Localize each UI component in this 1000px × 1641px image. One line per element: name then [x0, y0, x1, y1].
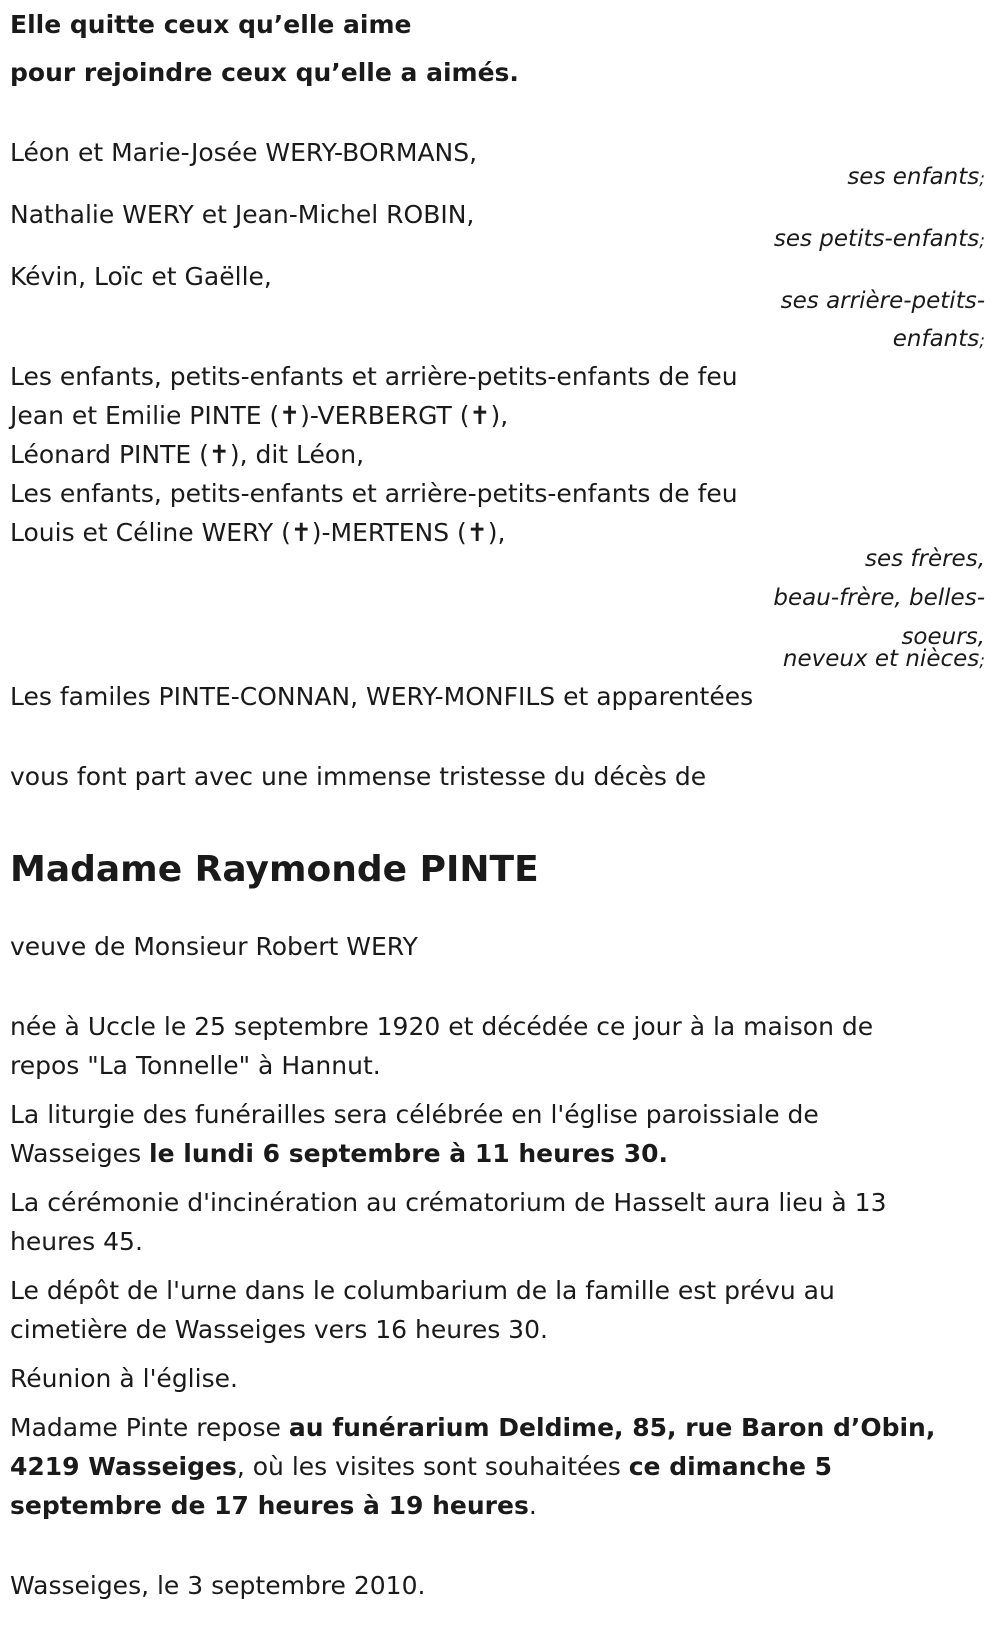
families-line: Les familes PINTE-CONNAN, WERY-MONFILS et apparentées	[10, 682, 754, 711]
relatives-line-3: Léonard PINTE (✝), dit Léon,	[10, 440, 365, 469]
announcement: vous font part avec une immense tristesse du décès de	[10, 762, 707, 791]
closing-line: Wasseiges, le 3 septembre 2010.	[10, 1571, 426, 1600]
spouse-line: veuve de Monsieur Robert WERY	[10, 932, 418, 961]
relatives-line-2: Jean et Emilie PINTE (✝)-VERBERGT (✝),	[10, 401, 509, 430]
epitaph-line-2: pour rejoindre ceux qu’elle a aimés.	[10, 58, 519, 87]
liturgy-line-1: La liturgie des funérailles sera célébrée en l'église paroissiale de	[10, 1100, 819, 1129]
urn-line-2: cimetière de Wasseiges vers 16 heures 30.	[10, 1315, 548, 1344]
meeting-line: Réunion à l'église.	[10, 1364, 238, 1393]
relatives-label-1: ses frères,	[864, 546, 985, 572]
grandchildren-label: ses petits-enfants;	[773, 226, 985, 252]
birth-line-2: repos "La Tonnelle" à Hannut.	[10, 1051, 381, 1080]
relatives-label-4: neveux et nièces;	[782, 646, 985, 672]
relatives-line-5: Louis et Céline WERY (✝)-MERTENS (✝),	[10, 518, 506, 547]
epitaph-line-1: Elle quitte ceux qu’elle aime	[10, 10, 412, 39]
relatives-line-1: Les enfants, petits-enfants et arrière-petits-enfants de feu	[10, 362, 738, 391]
great-grandchildren-names: Kévin, Loïc et Gaëlle,	[10, 262, 272, 291]
cremation-line-1: La cérémonie d'incinération au crématorium de Hasselt aura lieu à 13	[10, 1188, 887, 1217]
children-names: Léon et Marie-Josée WERY-BORMANS,	[10, 138, 478, 167]
liturgy-line-2: Wasseiges le lundi 6 septembre à 11 heures 30.	[10, 1139, 669, 1168]
grandchildren-names: Nathalie WERY et Jean-Michel ROBIN,	[10, 200, 475, 229]
children-label: ses enfants;	[847, 164, 985, 190]
great-grandchildren-label-2: enfants;	[892, 326, 985, 352]
deceased-name: Madame Raymonde PINTE	[10, 849, 539, 890]
relatives-label-3: soeurs,	[901, 624, 985, 650]
rest-line-1: Madame Pinte repose au funérarium Deldime, 85, rue Baron d’Obin,	[10, 1413, 936, 1442]
great-grandchildren-label-1: ses arrière-petits-	[780, 288, 985, 314]
relatives-line-4: Les enfants, petits-enfants et arrière-petits-enfants de feu	[10, 479, 738, 508]
relatives-label-2: beau-frère, belles-	[773, 585, 985, 611]
urn-line-1: Le dépôt de l'urne dans le columbarium de la famille est prévu au	[10, 1276, 835, 1305]
rest-line-2: 4219 Wasseiges, où les visites sont souhaitées ce dimanche 5	[10, 1452, 833, 1481]
birth-line-1: née à Uccle le 25 septembre 1920 et décédée ce jour à la maison de	[10, 1012, 874, 1041]
cremation-line-2: heures 45.	[10, 1227, 143, 1256]
rest-line-3: septembre de 17 heures à 19 heures.	[10, 1491, 537, 1520]
